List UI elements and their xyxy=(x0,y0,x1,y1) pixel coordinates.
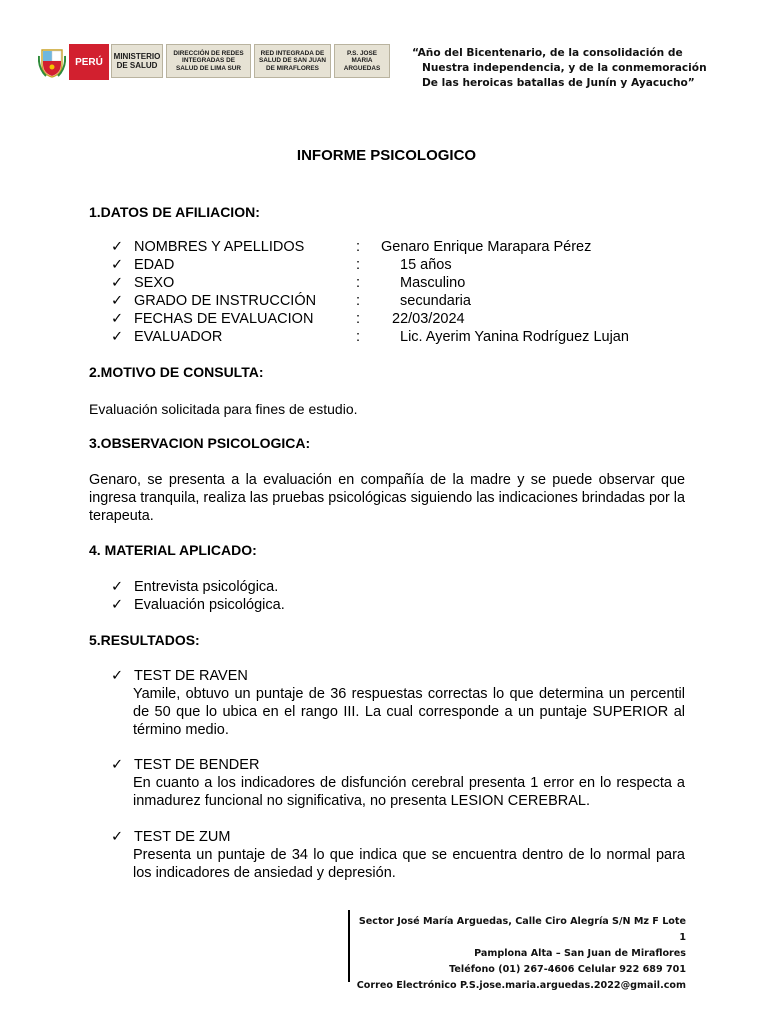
test-result-text: Presenta un puntaje de 34 lo que indica que se encuentra dentro de lo normal para los indicadores de ansiedad y depresión. xyxy=(133,847,685,881)
check-icon: ✓ xyxy=(111,329,124,345)
section-heading-resultados: 5.RESULTADOS: xyxy=(89,632,200,648)
list-item xyxy=(111,274,711,292)
test-bender xyxy=(111,756,685,810)
test-title-row xyxy=(111,756,685,774)
list-item xyxy=(111,328,711,346)
footer-address: Sector José María Arguedas, Calle Ciro Alegría S/N Mz F Lote 1 xyxy=(358,916,686,943)
check-icon: ✓ xyxy=(111,597,124,613)
test-name: TEST DE ZUM xyxy=(134,829,231,845)
field-value: 22/03/2024 xyxy=(392,311,465,327)
section-heading-motivo: 2.MOTIVO DE CONSULTA: xyxy=(89,364,264,380)
test-name: TEST DE RAVEN xyxy=(134,668,248,684)
check-icon: ✓ xyxy=(111,275,124,291)
footer-contact xyxy=(356,914,686,994)
check-icon: ✓ xyxy=(111,757,124,773)
check-icon: ✓ xyxy=(111,829,124,845)
section-heading-observacion: 3.OBSERVACION PSICOLOGICA: xyxy=(89,435,311,451)
footer-district: Pamplona Alta – San Juan de Miraflores xyxy=(474,948,686,959)
afiliacion-list xyxy=(111,238,711,346)
institution-red: RED INTEGRADA DE SALUD DE SAN JUAN DE MIRAFLORES xyxy=(254,44,331,78)
footer-phone: Teléfono (01) 267-4606 Celular 922 689 701 xyxy=(449,964,686,975)
field-label: SEXO xyxy=(134,275,175,291)
field-label: EVALUADOR xyxy=(134,329,223,345)
coat-of-arms-icon xyxy=(38,46,66,78)
test-name: TEST DE BENDER xyxy=(134,757,260,773)
section-heading-material: 4. MATERIAL APLICADO: xyxy=(89,542,257,558)
field-value: secundaria xyxy=(400,293,471,309)
check-icon: ✓ xyxy=(111,257,124,273)
test-title-row xyxy=(111,828,685,846)
field-label: GRADO DE INSTRUCCIÓN xyxy=(134,293,317,309)
field-label: EDAD xyxy=(134,257,175,273)
footer-email: Correo Electrónico P.S.jose.maria.arguedas.2022@gmail.com xyxy=(356,980,686,991)
field-value: Lic. Ayerim Yanina Rodríguez Lujan xyxy=(400,329,629,345)
motto-line: De las heroicas batallas de Junín y Ayacucho” xyxy=(422,77,695,89)
year-motto xyxy=(412,46,712,91)
peru-logo: PERÚ xyxy=(69,44,109,80)
separator: : xyxy=(356,329,361,345)
separator: : xyxy=(356,311,361,327)
check-icon: ✓ xyxy=(111,239,124,255)
institution-minsa: MINISTERIO DE SALUD xyxy=(111,44,163,78)
footer-divider xyxy=(348,910,350,982)
separator: : xyxy=(356,257,361,273)
section-heading-afiliacion: 1.DATOS DE AFILIACION: xyxy=(89,204,260,220)
test-title-row xyxy=(111,667,685,685)
motto-line: Nuestra independencia, y de la conmemoración xyxy=(422,62,707,74)
test-raven xyxy=(111,667,685,739)
check-icon: ✓ xyxy=(111,668,124,684)
field-value: 15 años xyxy=(400,257,452,273)
document-title: INFORME PSICOLOGICO xyxy=(296,147,477,164)
check-icon: ✓ xyxy=(111,311,124,327)
check-icon: ✓ xyxy=(111,293,124,309)
motto-line: “Año del Bicentenario, de la consolidación de xyxy=(412,47,683,59)
motivo-text: Evaluación solicitada para fines de estudio. xyxy=(89,401,358,417)
list-item xyxy=(111,238,711,256)
material-item: Evaluación psicológica. xyxy=(134,597,285,613)
test-result-text: En cuanto a los indicadores de disfunción cerebral presenta 1 error en lo respecta a inmadurez funcional no significativa, no presenta LESION CEREBRAL. xyxy=(133,775,685,809)
field-value: Genaro Enrique Marapara Pérez xyxy=(381,239,592,255)
list-item xyxy=(111,292,711,310)
separator: : xyxy=(356,293,361,309)
test-result-text: Yamile, obtuvo un puntaje de 36 respuestas correctas lo que determina un percentil de 50 que lo ubica en el rango III. La cual corresponde a un puntaje SUPERIOR al término medio. xyxy=(133,686,685,738)
field-value: Masculino xyxy=(400,275,466,291)
observacion-text: Genaro, se presenta a la evaluación en compañía de la madre y se puede observar que ingresa tranquila, realiza las pruebas psicológicas siguiendo las indicaciones brindadas por la terapeuta. xyxy=(89,472,685,524)
separator: : xyxy=(356,239,361,255)
separator: : xyxy=(356,275,361,291)
institution-diris: DIRECCIÓN DE REDES INTEGRADAS DE SALUD DE LIMA SUR xyxy=(166,44,251,78)
list-item xyxy=(111,310,711,328)
check-icon: ✓ xyxy=(111,579,124,595)
institution-ps: P.S. JOSE MARIA ARGUEDAS xyxy=(334,44,390,78)
field-label: NOMBRES Y APELLIDOS xyxy=(134,239,305,255)
header-logos xyxy=(38,44,390,80)
test-zum xyxy=(111,828,685,882)
list-item xyxy=(111,256,711,274)
material-item: Entrevista psicológica. xyxy=(134,579,279,595)
field-label: FECHAS DE EVALUACION xyxy=(134,311,314,327)
